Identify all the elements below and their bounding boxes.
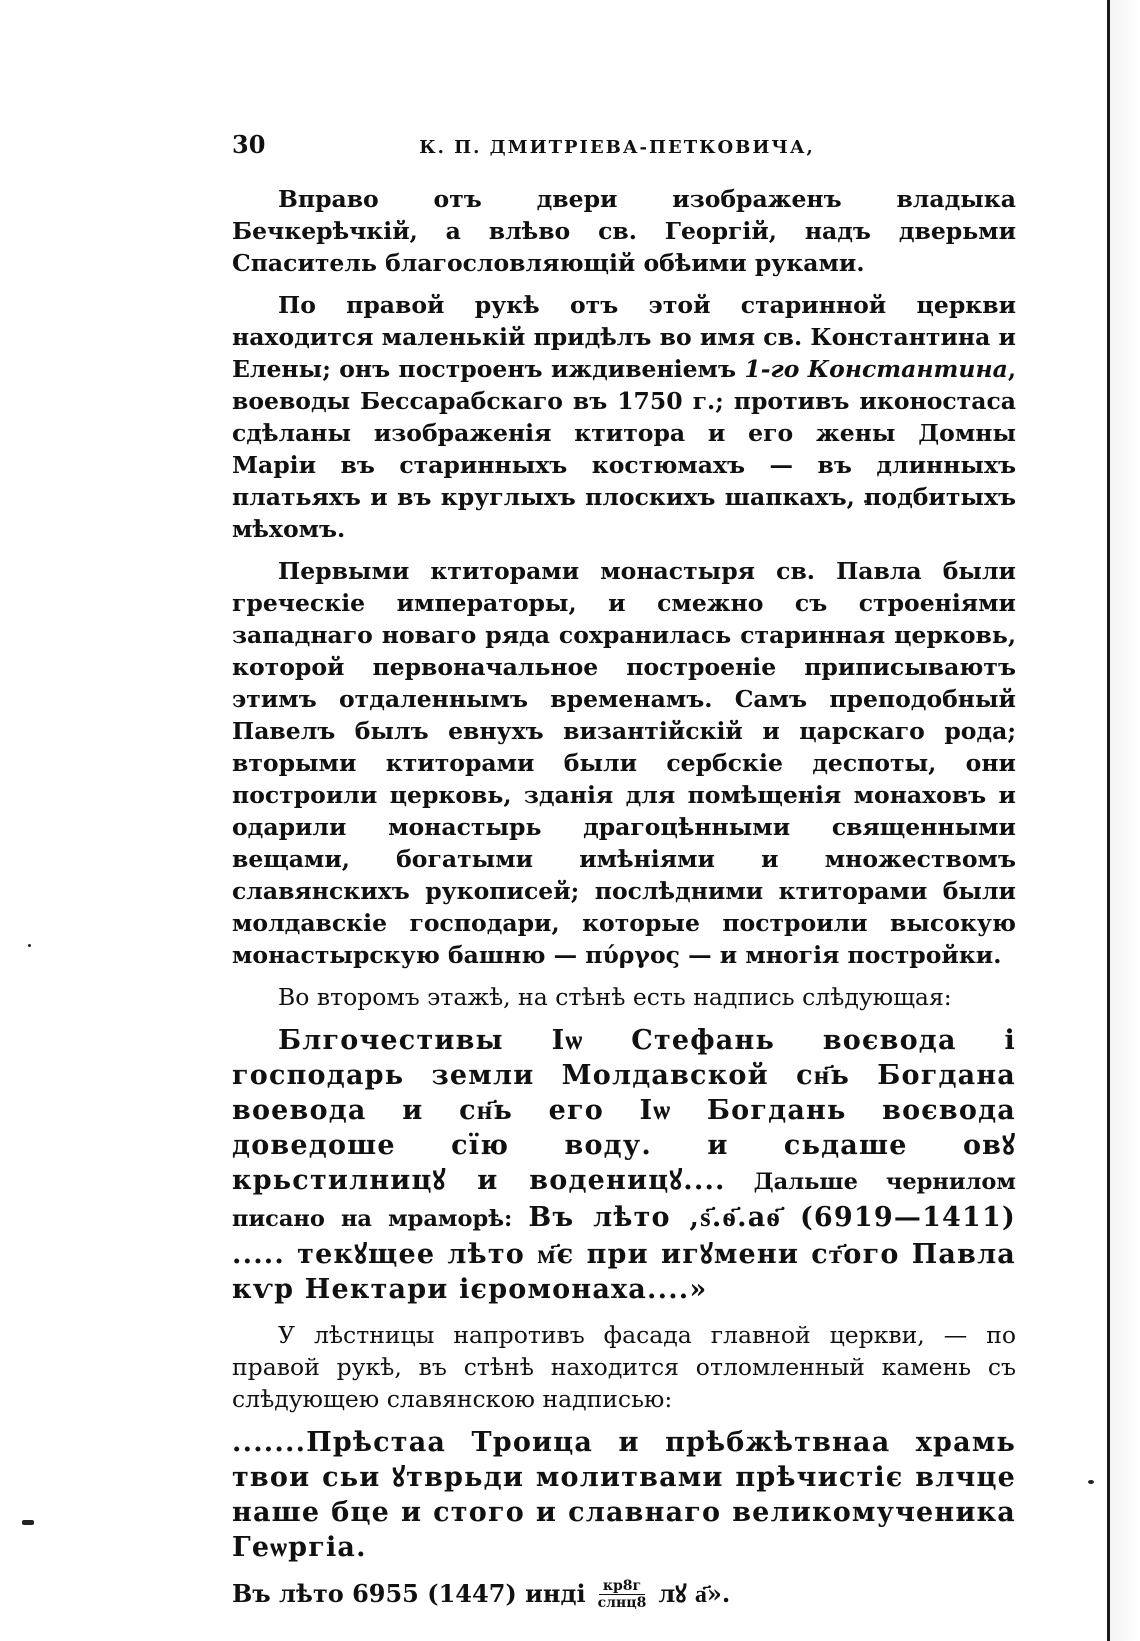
inscription-2: .......Прѣстаа Троица и прѣбжѣтвнаа храмь твои сьи ꙋтврьди молитвами прѣчистіє влчце наше бце и стого и славнаго великомученика Геѡргіа. xyxy=(232,1427,1016,1563)
fraction-denominator: слнц8 xyxy=(597,1594,647,1611)
fraction xyxy=(594,1578,651,1611)
paragraph-2-italic: 1-го Константина xyxy=(744,355,1008,383)
paragraph-1: Вправо отъ двери изображенъ владыка Бечкерѣчкій, а влѣво св. Георгій, надъ дверьми Спаситель благословляющій обѣими руками. xyxy=(232,185,1016,277)
final-line-end: лꙋ а҃». xyxy=(658,1579,731,1608)
scan-speck xyxy=(22,1520,34,1525)
scan-speck xyxy=(28,944,31,947)
final-line xyxy=(232,1577,1016,1611)
page-number: 30 xyxy=(232,130,266,159)
paragraph-4: Во второмъ этажѣ, на стѣнѣ есть надпись слѣдующая: xyxy=(278,983,952,1011)
inscription-1 xyxy=(232,1023,1016,1307)
paragraph-stairs: У лѣстницы напротивъ фасада главной церкви, — по правой рукѣ, въ стѣнѣ находится отломленный камень съ слѣдующею славянскою надписью: xyxy=(232,1321,1016,1413)
paragraph-2 xyxy=(232,289,1016,545)
running-title: К. П. ДМИТРІЕВА-ПЕТКОВИЧА, xyxy=(419,137,815,158)
paragraph-3: Первыми ктиторами монастыря св. Павла были греческіе императоры, и смежно съ строеніями западнаго новаго ряда сохранилась старинная церковь, которой первоначальное построеніе приписываютъ этимъ отдаленнымъ временамъ. Самъ преподобный Павелъ былъ евнухъ византійскій и царскаго рода; вторыми ктиторами были сербскіе деспоты, они построили церковь, зданія для помѣщенія монаховъ и одарили монастырь драгоцѣнными священными вещами, богатыми имѣніями и множествомъ славянскихъ рукописей; послѣдними ктиторами были молдавскіе господари, которые построили высокую монастырскую башню — πύργος — и многія постройки. xyxy=(232,557,1016,969)
inscription-1-date: Въ лѣто ,ѕ҃.ѳ҃.аѳ҃ (6919—1411) ..... текꙋщее лѣто м҃є при игꙋмени ст҃ого Павла кѵр Нектари ієромонаха....» xyxy=(232,1202,1016,1305)
inscription-1-note: Дальше чернилом писано на мраморѣ: xyxy=(232,1169,1016,1232)
final-line-start: Въ лѣто 6955 (1447) инді xyxy=(232,1579,586,1608)
paragraph-2-start: По правой рукѣ отъ этой старинной церкви находится маленькій придѣлъ во имя св. Константина и Елены; онъ построенъ иждивеніемъ xyxy=(232,291,1016,383)
fraction-numerator: кр8г xyxy=(599,1578,645,1595)
scan-speck xyxy=(1088,1480,1094,1484)
page-header xyxy=(232,130,1016,159)
paragraph-2-end: , воеводы Бессарабскаго въ 1750 г.; противъ иконостаса сдѣланы изображенія ктитора и его жены Домны Маріи въ старинныхъ костюмахъ — въ длинныхъ платьяхъ и въ круглыхъ плоскихъ шапкахъ, подбитыхъ мѣхомъ. xyxy=(232,355,1016,543)
inscription-1-text: Блгочестивы Іѡ Стефань воєвода і господарь земли Молдавской сн҃ь Богдана воевода и сн҃ь его Іѡ Богдань воєвода доведоше сїю воду. и сьдаше овꙋ крьстилницꙋ и воденицꙋ.... xyxy=(232,1025,1016,1196)
book-spine-edge xyxy=(1107,0,1140,1641)
book-page xyxy=(232,130,1016,1611)
